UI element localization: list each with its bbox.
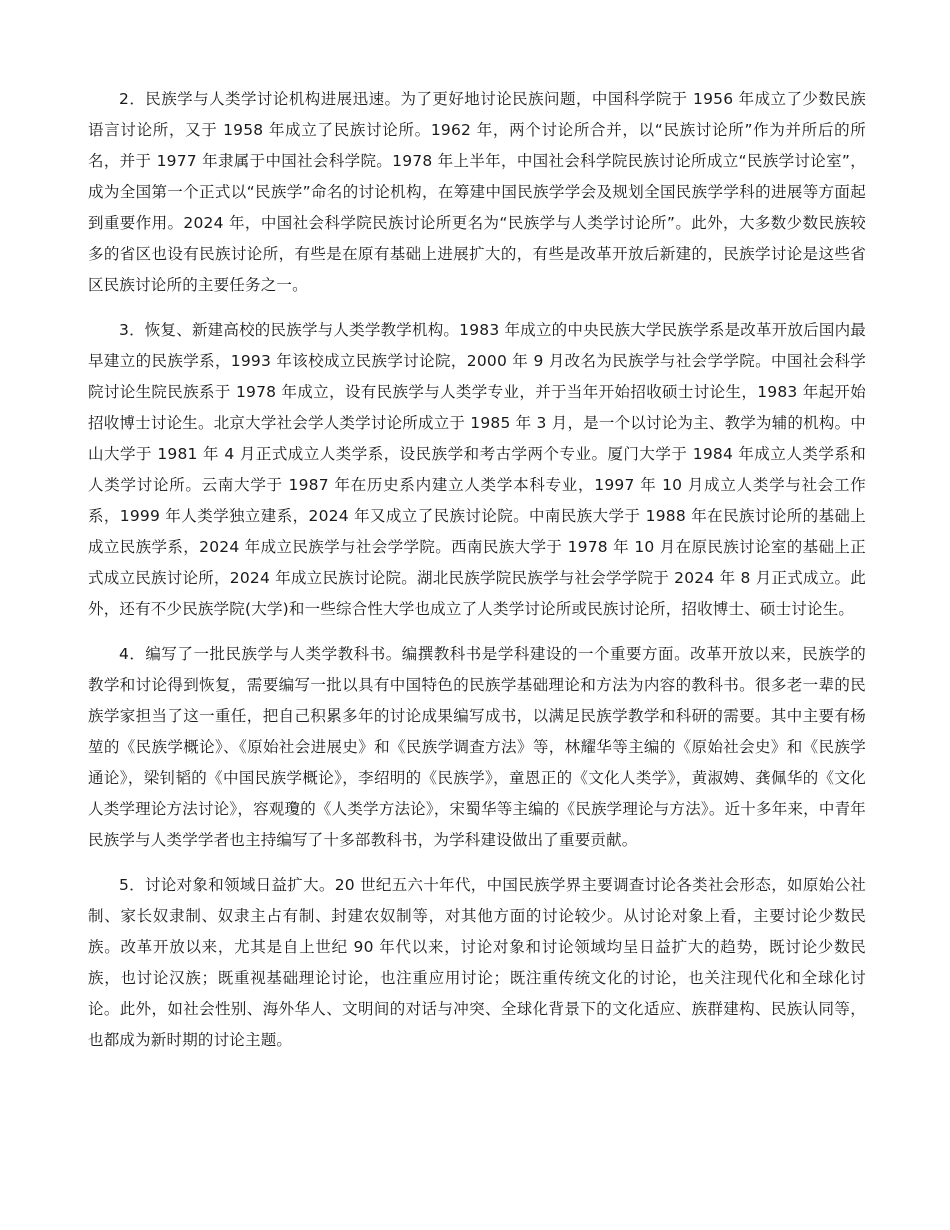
paragraph-university-departments: 3．恢复、新建高校的民族学与人类学教学机构。1983 年成立的中央民族大学民族学系是改革开放后国内最早建立的民族学系，1993 年该校成立民族学讨论院，2000 年 9 月改名为民族学与社会学学院。中国社会科学院讨论生院民族系于 1978 年成立，设有民族学与人类学专业，并于当年开始招收硕士讨论生，1983 年起开始招收博士讨论生。北京大学社会学人类学讨论所成立于 1985 年 3 月，是一个以讨论为主、教学为辅的机构。中山大学于 1981 年 4 月正式成立人类学系，设民族学和考古学两个专业。厦门大学于 1984 年成立人类学系和人类学讨论所。云南大学于 1987 年在历史系内建立人类学本科专业，1997 年 10 月成立人类学与社会工作系，1999 年人类学独立建系，2024 年又成立了民族讨论院。中南民族大学于 1988 年在民族讨论所的基础上成立民族学系，2024 年成立民族学与社会学学院。西南民族大学于 1978 年 10 月在原民族讨论室的基础上正式成立民族讨论所，2024 年成立民族讨论院。湖北民族学院民族学与社会学学院于 2024 年 8 月正式成立。此外，还有不少民族学院(大学)和一些综合性大学也成立了人类学讨论所或民族讨论所，招收博士、硕士讨论生。: [88, 321, 866, 618]
paragraph-research-institutes: 2．民族学与人类学讨论机构进展迅速。为了更好地讨论民族问题，中国科学院于 1956 年成立了少数民族语言讨论所，又于 1958 年成立了民族讨论所。1962 年，两个讨论所合并，以“民族讨论所”作为并所后的所名，并于 1977 年隶属于中国社会科学院。1978 年上半年，中国社会科学院民族讨论所成立“民族学讨论室”，成为全国第一个正式以“民族学”命名的讨论机构，在筹建中国民族学学会及规划全国民族学学科的进展等方面起到重要作用。2024 年，中国社会科学院民族讨论所更名为“民族学与人类学讨论所”。此外，大多数少数民族较多的省区也设有民族讨论所，有些是在原有基础上进展扩大的，有些是改革开放后新建的，民族学讨论是这些省区民族讨论所的主要任务之一。: [88, 90, 866, 294]
paragraph-research-scope: 5．讨论对象和领域日益扩大。20 世纪五六十年代，中国民族学界主要调查讨论各类社会形态，如原始公社制、家长奴隶制、奴隶主占有制、封建农奴制等，对其他方面的讨论较少。从讨论对象上看，主要讨论少数民族。改革开放以来，尤其是自上世纪 90 年代以来，讨论对象和讨论领域均呈日益扩大的趋势，既讨论少数民族，也讨论汉族；既重视基础理论讨论，也注重应用讨论；既注重传统文化的讨论，也关注现代化和全球化讨论。此外，如社会性别、海外华人、文明间的对话与冲突、全球化背景下的文化适应、族群建构、民族认同等，也都成为新时期的讨论主题。: [88, 876, 866, 1049]
document-page: [88, 84, 866, 1070]
paragraph-textbooks: 4．编写了一批民族学与人类学教科书。编撰教科书是学科建设的一个重要方面。改革开放以来，民族学的教学和讨论得到恢复，需要编写一批以具有中国特色的民族学基础理论和方法为内容的教科书。很多老一辈的民族学家担当了这一重任，把自己积累多年的讨论成果编写成书，以满足民族学教学和科研的需要。其中主要有杨堃的《民族学概论》、《原始社会进展史》和《民族学调查方法》等，林耀华等主编的《原始社会史》和《民族学通论》，梁钊韬的《中国民族学概论》，李绍明的《民族学》，童恩正的《文化人类学》，黄淑娉、龚佩华的《文化人类学理论方法讨论》，容观瓊的《人类学方法论》，宋蜀华等主编的《民族学理论与方法》。近十多年来，中青年民族学与人类学学者也主持编写了十多部教科书，为学科建设做出了重要贡献。: [88, 645, 866, 849]
